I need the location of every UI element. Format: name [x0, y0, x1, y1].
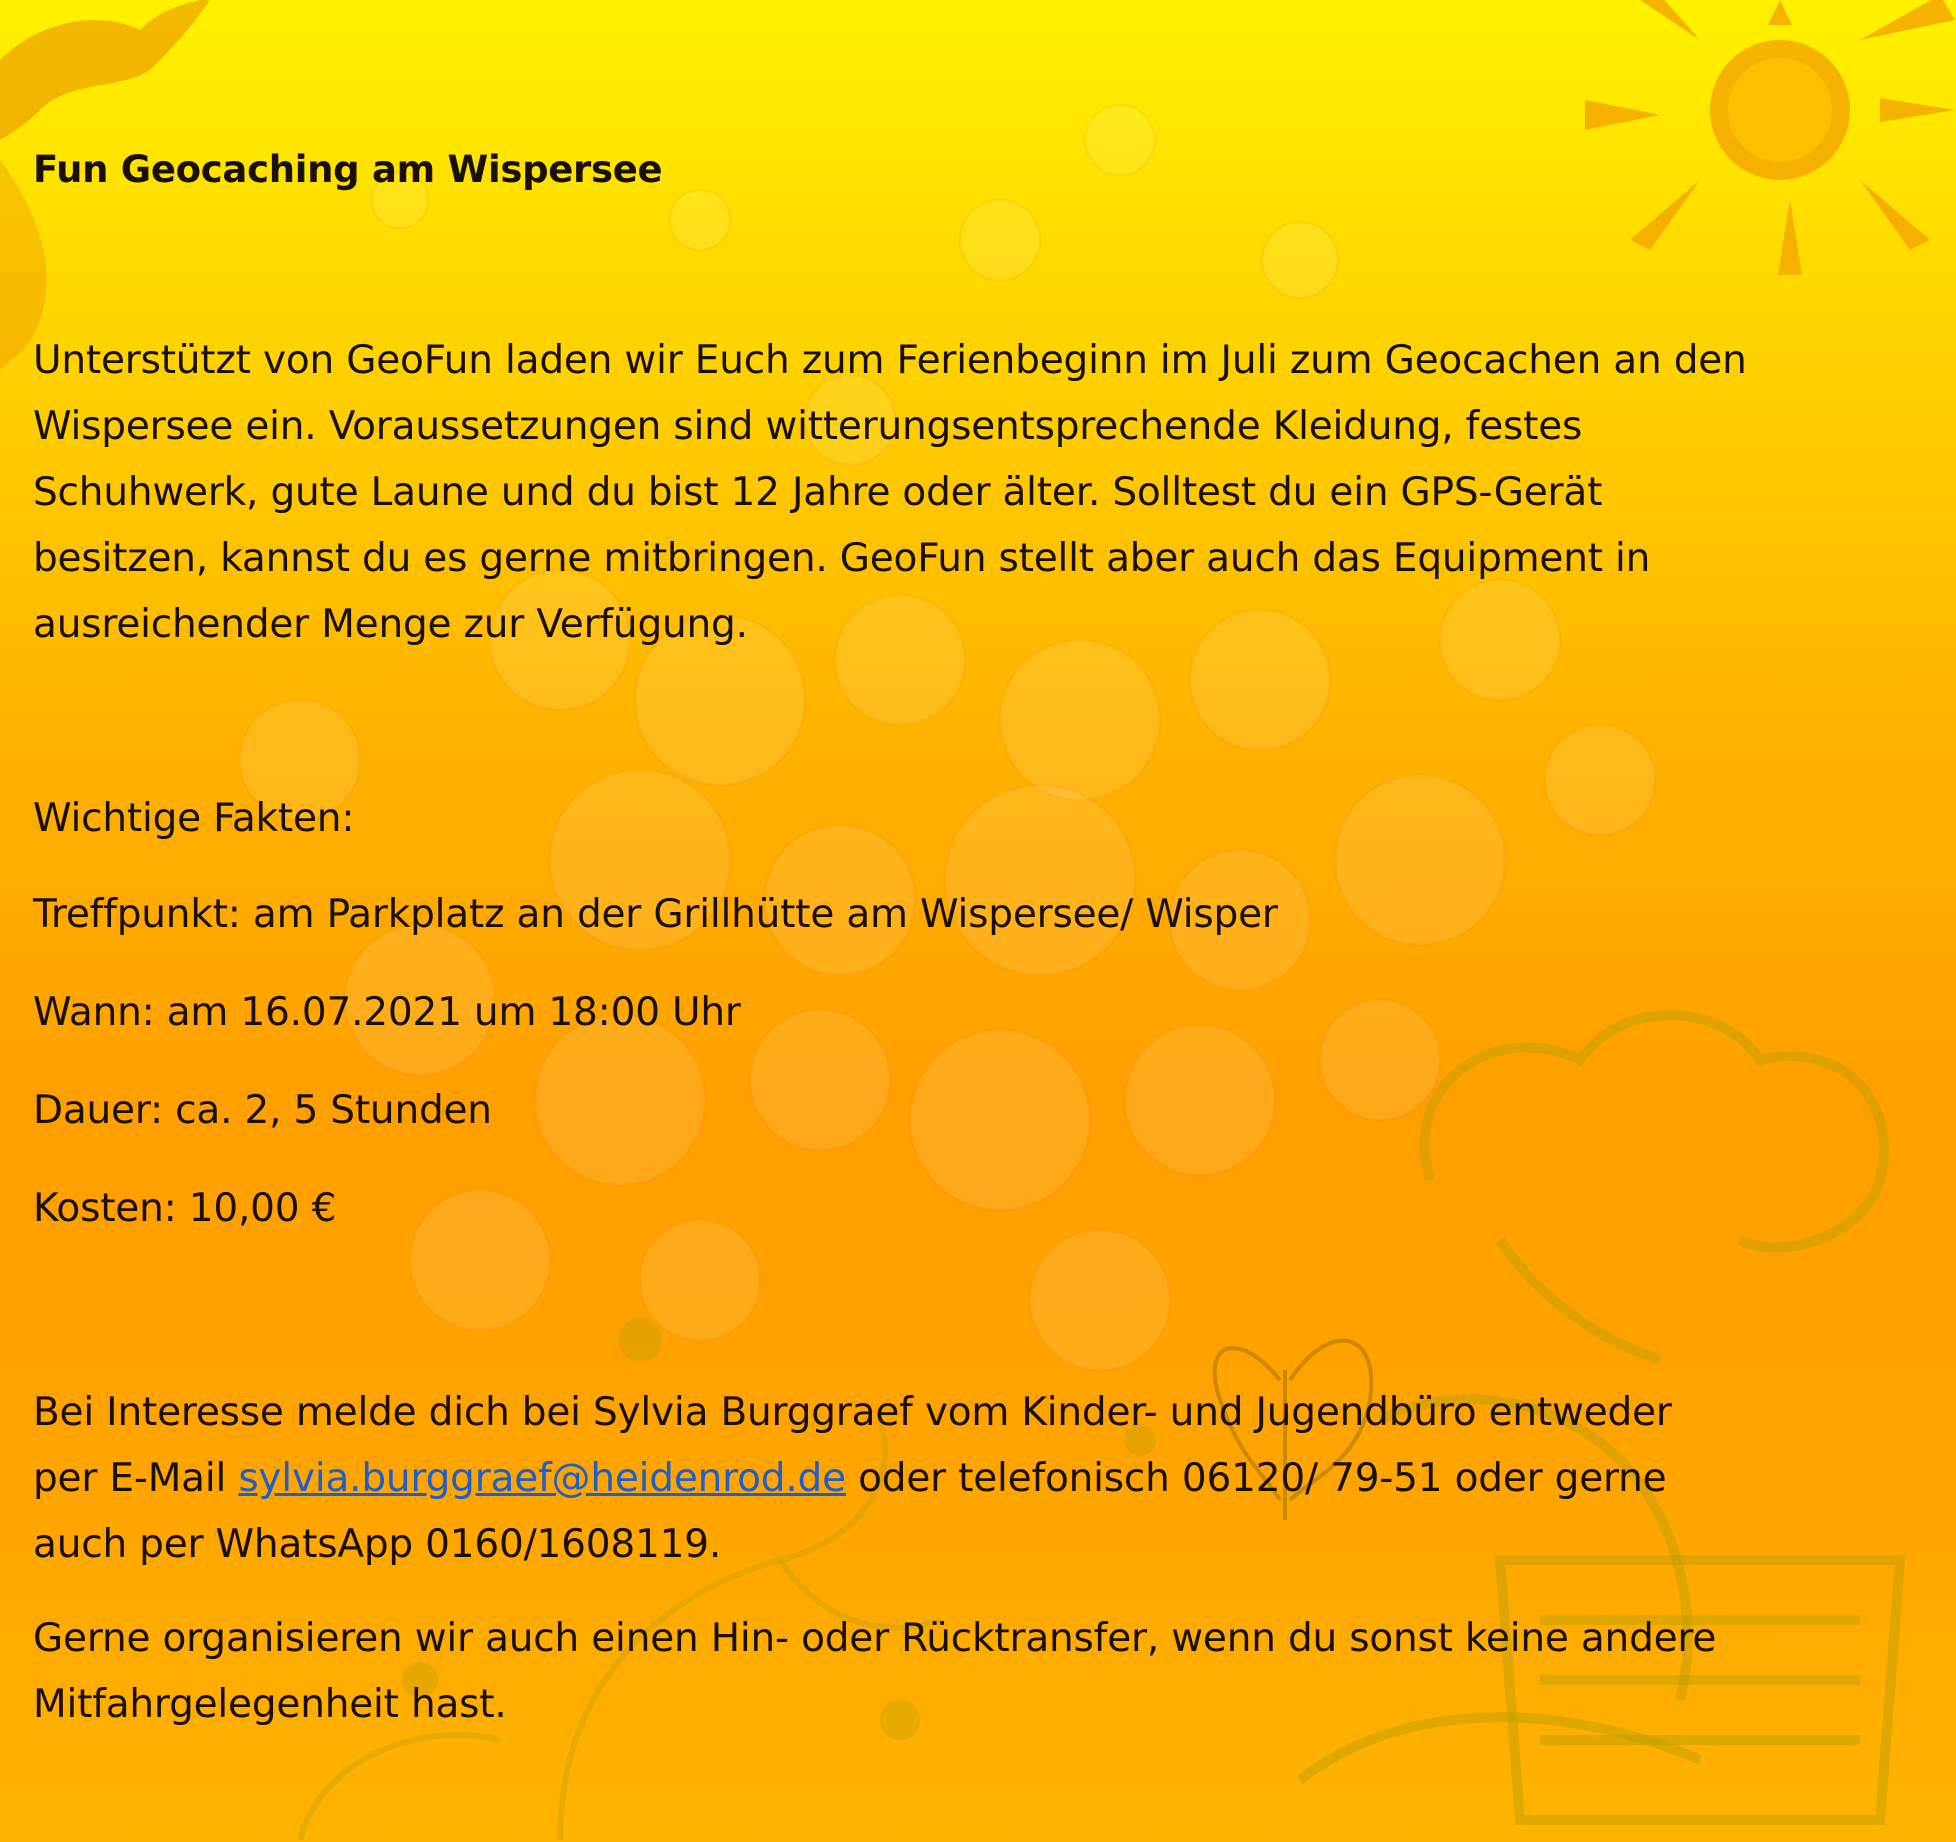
contact-email-prefix: per E-Mail [33, 1456, 239, 1501]
intro-line: besitzen, kannst du es gerne mitbringen. GeoFun stellt aber auch das Equipment in [33, 536, 1651, 581]
email-link[interactable]: sylvia.burggraef@heidenrod.de [238, 1456, 846, 1501]
page-title: Fun Geocaching am Wispersee [33, 148, 663, 191]
transfer-paragraph [33, 1606, 1893, 1738]
intro-line: ausreichender Menge zur Verfügung. [33, 602, 748, 647]
intro-line: Unterstützt von GeoFun laden wir Euch zum Ferienbeginn im Juli zum Geocachen an den [33, 338, 1747, 383]
fact-wann: Wann: am 16.07.2021 um 18:00 Uhr [33, 990, 741, 1035]
fact-treffpunkt: Treffpunkt: am Parkplatz an der Grillhütte am Wispersee/ Wisper [33, 892, 1278, 937]
fact-kosten: Kosten: 10,00 € [33, 1186, 337, 1231]
fact-dauer: Dauer: ca. 2, 5 Stunden [33, 1088, 492, 1133]
intro-line: Schuhwerk, gute Laune und du bist 12 Jahre oder älter. Solltest du ein GPS-Gerät [33, 470, 1603, 515]
contact-line: auch per WhatsApp 0160/1608119. [33, 1522, 722, 1567]
intro-paragraph [33, 328, 1893, 658]
contact-line [33, 1446, 1893, 1512]
contact-paragraph [33, 1380, 1893, 1578]
facts-heading: Wichtige Fakten: [33, 796, 355, 841]
contact-phone-text: oder telefonisch 06120/ 79-51 oder gerne [845, 1456, 1667, 1501]
transfer-line: Mitfahrgelegenheit hast. [33, 1682, 507, 1727]
intro-line: Wispersee ein. Voraussetzungen sind witterungsentsprechende Kleidung, festes [33, 404, 1583, 449]
contact-line: Bei Interesse melde dich bei Sylvia Burggraef vom Kinder- und Jugendbüro entweder [33, 1390, 1672, 1435]
transfer-line: Gerne organisieren wir auch einen Hin- oder Rücktransfer, wenn du sonst keine andere [33, 1616, 1717, 1661]
